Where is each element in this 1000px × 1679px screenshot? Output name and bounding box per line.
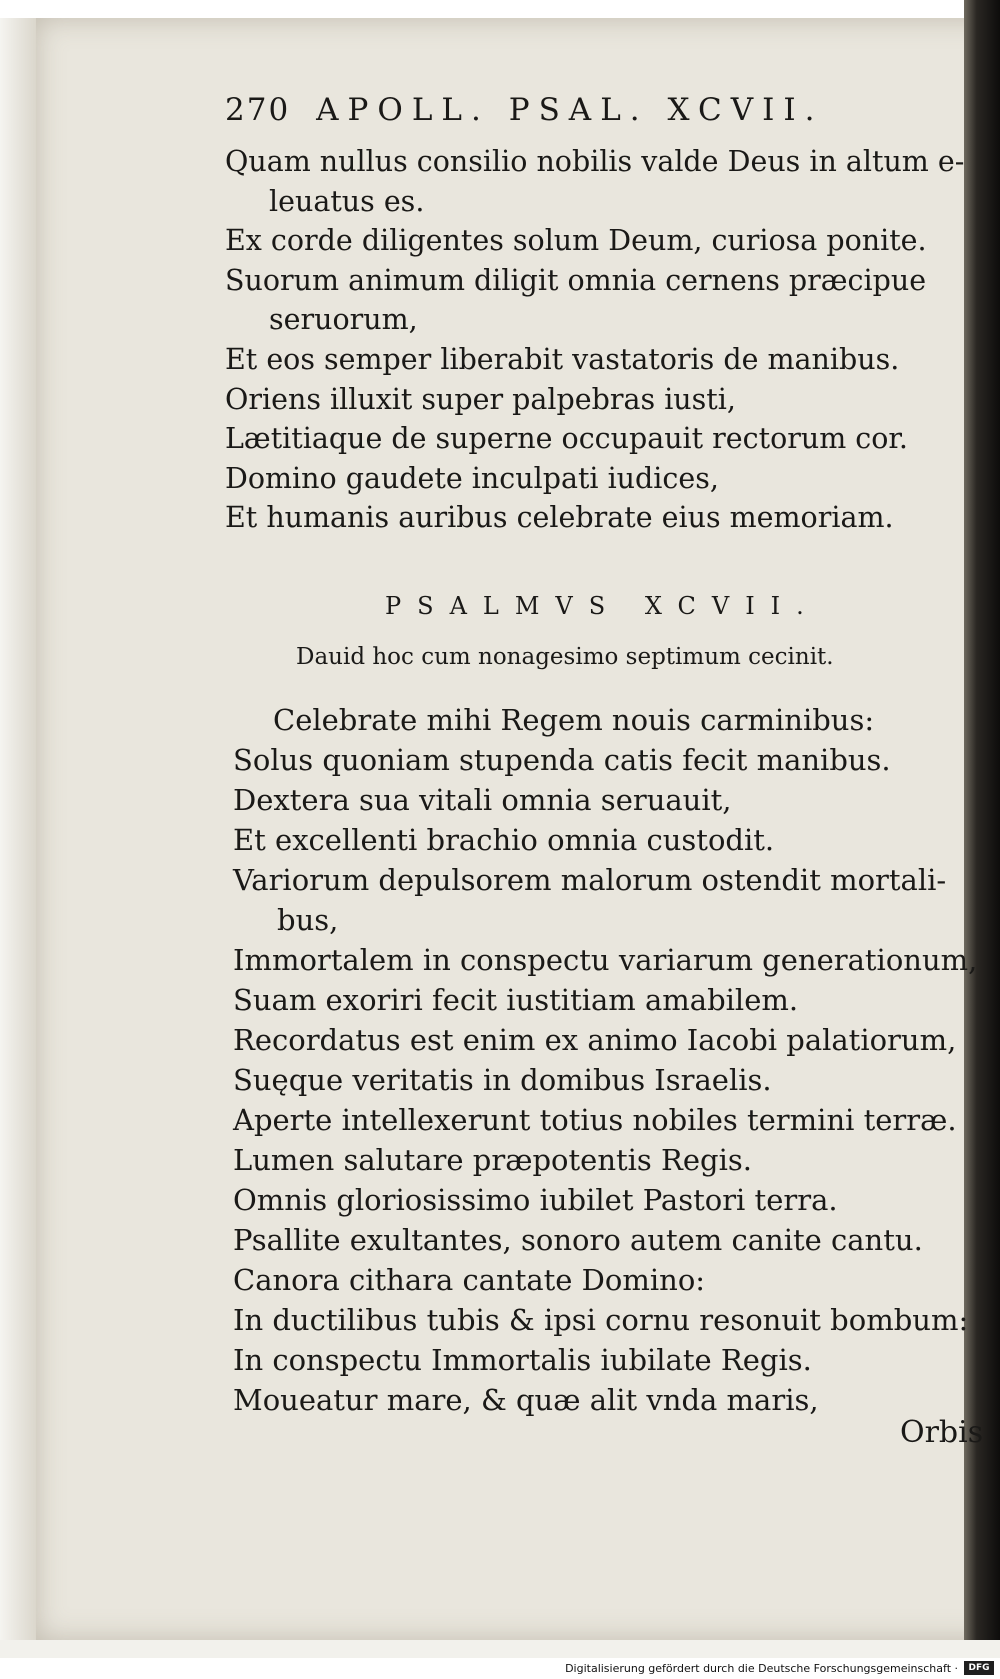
verse-line: Suęque veritatis in domibus Israelis. [233, 1063, 772, 1097]
verse-line: Solus quoniam stupenda catis fecit manibus. [233, 743, 891, 777]
verse-line: leuatus es. [269, 184, 425, 218]
running-header [225, 92, 823, 128]
verse-line: Suam exoriri fecit iustitiam amabilem. [233, 983, 799, 1017]
verse-line: Aperte intellexerunt totius nobiles termini terræ. [233, 1103, 957, 1137]
dfg-logo: DFG [964, 1661, 994, 1675]
psalm-text [233, 700, 977, 1420]
verse-line: Lætitiaque de superne occupauit rectorum cor. [225, 422, 908, 456]
verse-line: seruorum, [269, 303, 418, 337]
verse-line: Ex corde diligentes solum Deum, curiosa ponite. [225, 224, 927, 258]
verse-line: Lumen salutare præpotentis Regis. [233, 1143, 752, 1177]
verse-line: Quam nullus consilio nobilis valde Deus in altum e- [225, 145, 965, 178]
verse-line: Et humanis auribus celebrate eius memoriam. [225, 501, 894, 535]
verse-line: In conspectu Immortalis iubilate Regis. [233, 1343, 812, 1377]
verse-line: Recordatus est enim ex animo Iacobi palatiorum, [233, 1023, 957, 1057]
running-title: APOLL. PSAL. XCVII. [316, 92, 824, 128]
funding-credit: Digitalisierung gefördert durch die Deutsche Forschungsgemeinschaft · [565, 1662, 958, 1675]
page-number: 270 [225, 92, 291, 128]
digitization-footer [0, 1658, 1000, 1679]
verse-line: Et eos semper liberabit vastatoris de manibus. [225, 342, 900, 376]
verse-line: Suorum animum diligit omnia cernens præcipue [225, 263, 927, 297]
verse-line: Et excellenti brachio omnia custodit. [233, 823, 775, 857]
verse-line: Variorum depulsorem malorum ostendit mortali- [233, 863, 947, 897]
preceding-psalm-text [225, 142, 964, 538]
verse-line: Oriens illuxit super palpebras iusti, [225, 382, 736, 416]
verse-line: bus, [277, 903, 339, 937]
verse-line: Canora cithara cantate Domino: [233, 1263, 706, 1297]
page-edge [0, 18, 38, 1640]
verse-line: Domino gaudete inculpati iudices, [225, 461, 719, 495]
catchword: Orbis [900, 1415, 984, 1450]
verse-line: Dextera sua vitali omnia seruauit, [233, 783, 732, 817]
verse-line: Moueatur mare, & quæ alit vnda maris, [233, 1383, 819, 1417]
verse-line: Omnis gloriosissimo iubilet Pastori terra. [233, 1183, 838, 1217]
verse-line: Celebrate mihi Regem nouis carminibus: [273, 703, 875, 737]
verse-line: Psallite exultantes, sonoro autem canite cantu. [233, 1223, 923, 1257]
scan-margin [0, 1640, 1000, 1658]
psalm-title: PSALMVS XCVII. [385, 592, 820, 620]
verse-line: In ductilibus tubis & ipsi cornu resonuit bombum: [233, 1303, 969, 1337]
verse-line: Immortalem in conspectu variarum generationum, [233, 943, 978, 977]
psalm-subtitle: Dauid hoc cum nonagesimo septimum cecinit. [296, 644, 834, 670]
